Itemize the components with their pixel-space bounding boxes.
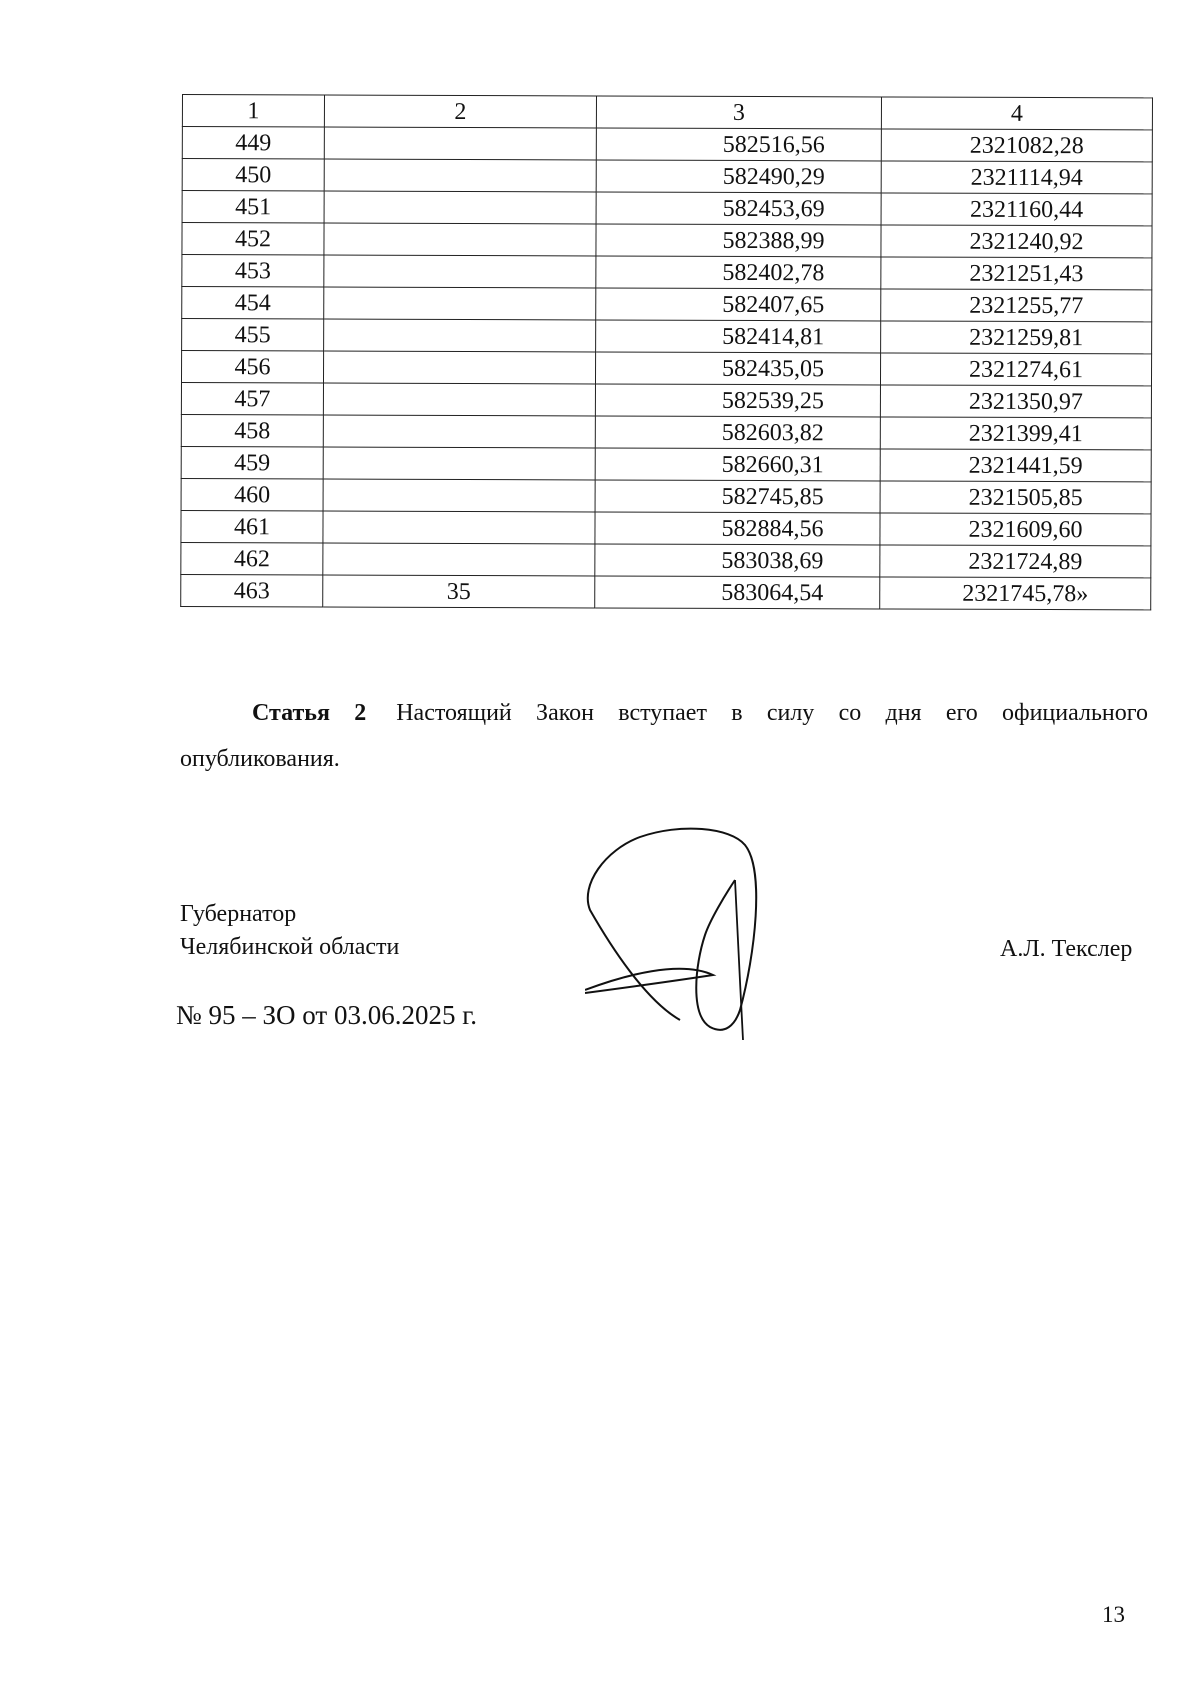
table-row [182, 319, 1152, 354]
table-cell: 2321745,78» [880, 577, 1151, 610]
header-cell: 2 [324, 95, 596, 128]
table-cell: 2321505,85 [880, 481, 1151, 514]
table-row [182, 127, 1152, 162]
table-row [181, 351, 1151, 386]
article-2 [180, 690, 1148, 782]
table-cell: 2321609,60 [880, 513, 1151, 546]
table-cell: 582539,25 [595, 384, 880, 417]
table-cell: 582453,69 [596, 192, 881, 225]
table-cell: 450 [182, 159, 324, 191]
table-cell [324, 223, 596, 256]
table-cell: 458 [181, 414, 323, 446]
table-cell [324, 159, 596, 192]
table-cell [324, 127, 596, 160]
table-cell: 451 [182, 191, 324, 223]
header-cell: 1 [182, 95, 324, 127]
table-cell: 582435,05 [595, 352, 880, 385]
table-cell [323, 447, 595, 480]
table-row [182, 255, 1152, 290]
table-row [182, 191, 1152, 226]
table-cell: 2321399,41 [880, 417, 1151, 450]
table-cell: 454 [182, 287, 324, 319]
table-cell: 2321441,59 [880, 449, 1151, 482]
table-cell: 2321082,28 [881, 129, 1152, 162]
table-cell [323, 511, 595, 544]
table-cell: 457 [181, 383, 323, 415]
table-cell: 2321240,92 [881, 225, 1152, 258]
table-cell: 2321255,77 [881, 289, 1152, 322]
table-cell: 2321274,61 [880, 353, 1151, 386]
header-cell: 3 [596, 96, 881, 129]
table-cell: 461 [181, 510, 323, 542]
table-row [182, 223, 1152, 258]
table-cell: 582745,85 [595, 480, 880, 513]
table-cell: 463 [181, 574, 323, 606]
table-cell: 462 [181, 542, 323, 574]
header-cell: 4 [881, 97, 1152, 130]
table-row [181, 478, 1151, 513]
table-cell [324, 287, 596, 320]
table-cell: 2321724,89 [880, 545, 1151, 578]
table-row [181, 383, 1151, 418]
table-cell [323, 479, 595, 512]
table-cell: 582402,78 [596, 256, 881, 289]
table-cell: 582490,29 [596, 160, 881, 193]
table-row [181, 574, 1151, 609]
table-cell: 452 [182, 223, 324, 255]
table-cell: 582660,31 [595, 448, 880, 481]
table-cell [324, 319, 596, 352]
table-cell: 582388,99 [596, 224, 881, 257]
governor-name: А.Л. Текслер [1000, 936, 1133, 962]
governor-title-line1: Губернатор [180, 901, 297, 927]
table-cell: 449 [182, 127, 324, 159]
governor-title [180, 898, 399, 964]
table-row [181, 542, 1151, 577]
table-cell: 455 [182, 319, 324, 351]
governor-title-line2: Челябинской области [180, 934, 400, 960]
table-cell: 583038,69 [595, 544, 880, 577]
article-text-line2: опубликования. [180, 746, 340, 772]
table-cell [323, 351, 595, 384]
table-row [181, 510, 1151, 545]
table-cell: 459 [181, 446, 323, 478]
article-text-line1: Настоящий Закон вступает в силу со дня его официального [396, 700, 1148, 726]
table-cell: 460 [181, 478, 323, 510]
table-cell: 582603,82 [595, 416, 880, 449]
table-cell: 2321251,43 [881, 257, 1152, 290]
table-header-row [182, 95, 1152, 130]
table-cell: 456 [181, 351, 323, 383]
table-cell [323, 415, 595, 448]
article-first-line [180, 690, 1148, 736]
table-cell [324, 191, 596, 224]
table-body [181, 127, 1153, 610]
table-cell: 453 [182, 255, 324, 287]
table-row [181, 446, 1151, 481]
article-heading: Статья 2 [252, 700, 367, 726]
table-cell [323, 543, 595, 576]
page-number: 13 [1102, 1602, 1125, 1627]
table-cell: 2321350,97 [880, 385, 1151, 418]
law-number: № 95 – ЗО от 03.06.2025 г. [176, 1000, 478, 1030]
table-cell [324, 255, 596, 288]
table-cell: 2321114,94 [881, 161, 1152, 194]
table-cell: 2321160,44 [881, 193, 1152, 226]
table-row [181, 414, 1151, 449]
table-cell: 582407,65 [596, 288, 881, 321]
table-cell: 582516,56 [596, 128, 881, 161]
table-row [182, 287, 1152, 322]
table-cell: 582884,56 [595, 512, 880, 545]
table-cell: 582414,81 [596, 320, 881, 353]
table-cell: 2321259,81 [881, 321, 1152, 354]
table-row [182, 159, 1152, 194]
table-cell: 35 [323, 575, 595, 608]
coordinates-table [180, 94, 1153, 610]
table-cell: 583064,54 [595, 576, 880, 609]
signature-image [585, 825, 805, 1045]
table-cell [323, 383, 595, 416]
